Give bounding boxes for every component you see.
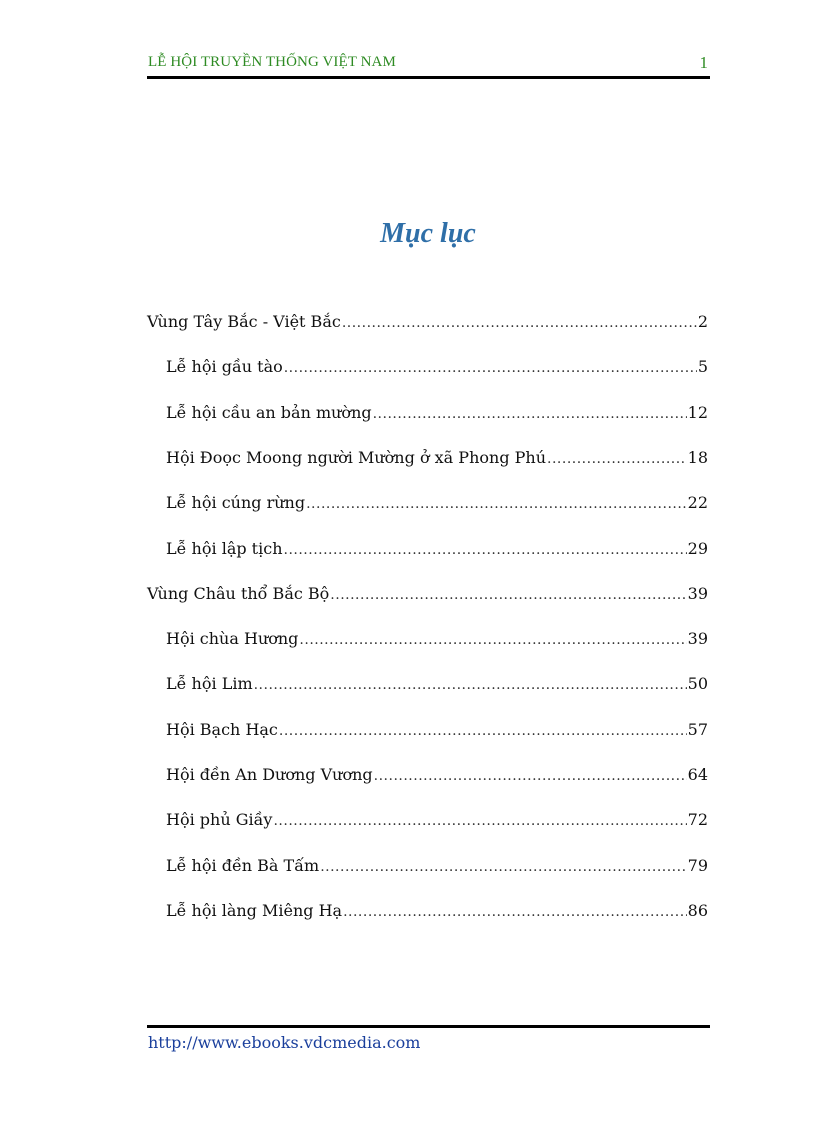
toc-entry[interactable] bbox=[166, 765, 708, 784]
toc-entry-label: Lễ hội cầu an bản mường bbox=[166, 402, 372, 422]
toc-entry-label: Vùng Tây Bắc - Việt Bắc bbox=[147, 312, 341, 331]
page-header bbox=[147, 52, 710, 79]
toc-entry-label: Lễ hội cúng rừng bbox=[166, 493, 306, 513]
toc-entry-page: 86 bbox=[687, 900, 708, 920]
toc-entry-page: 39 bbox=[687, 583, 708, 603]
toc-entry-label: Hội chùa Hương bbox=[166, 629, 299, 649]
toc-entry[interactable] bbox=[166, 901, 708, 920]
toc-dot-leader bbox=[279, 723, 687, 739]
toc-dot-leader bbox=[547, 451, 687, 467]
toc-dot-leader bbox=[374, 768, 687, 784]
toc-entry[interactable] bbox=[166, 629, 708, 648]
footer-divider bbox=[147, 1025, 710, 1028]
toc-entry-page: 39 bbox=[687, 629, 708, 649]
toc-entry-label: Hội đền An Dương Vương bbox=[166, 765, 373, 784]
header-title: LỄ HỘI TRUYỀN THỐNG VIỆT NAM bbox=[148, 54, 396, 70]
toc-entry[interactable] bbox=[166, 720, 708, 739]
toc-entry-label: Hội Đoọc Moong người Mường ở xã Phong Phú bbox=[166, 447, 547, 467]
toc-entry-page: 50 bbox=[687, 674, 708, 694]
toc-dot-leader bbox=[284, 542, 687, 558]
toc-dot-leader bbox=[320, 859, 686, 875]
toc-entry-label: Lễ hội lập tịch bbox=[166, 538, 283, 558]
toc-entry[interactable] bbox=[166, 493, 708, 512]
toc-dot-leader bbox=[343, 904, 687, 920]
toc-entry[interactable] bbox=[166, 674, 708, 693]
toc-entry-label: Lễ hội làng Miêng Hạ bbox=[166, 900, 343, 920]
toc-entry-label: Vùng Châu thổ Bắc Bộ bbox=[147, 583, 330, 603]
toc-entry-page: 57 bbox=[687, 719, 708, 739]
toc-entry-page: 79 bbox=[687, 855, 708, 875]
toc-entry-page: 12 bbox=[687, 402, 708, 422]
toc-entry-page: 5 bbox=[697, 357, 708, 377]
toc-entry[interactable] bbox=[166, 539, 708, 558]
toc-entry[interactable] bbox=[166, 810, 708, 829]
toc-dot-leader bbox=[342, 315, 697, 331]
toc-entry[interactable] bbox=[166, 403, 708, 422]
toc-title: Mục lục bbox=[380, 218, 476, 249]
toc-dot-leader bbox=[273, 813, 686, 829]
toc-entry-label: Hội Bạch Hạc bbox=[166, 719, 278, 739]
toc-entry-page: 72 bbox=[687, 810, 708, 830]
toc-entry[interactable] bbox=[166, 856, 708, 875]
toc-entry-page: 64 bbox=[687, 765, 708, 784]
toc-dot-leader bbox=[306, 496, 687, 512]
toc-entry[interactable] bbox=[147, 584, 708, 603]
toc-dot-leader bbox=[284, 360, 697, 376]
toc-dot-leader bbox=[373, 406, 687, 422]
toc-entry-page: 29 bbox=[687, 538, 708, 558]
toc-dot-leader bbox=[299, 632, 686, 648]
toc-entry-page: 2 bbox=[697, 312, 708, 331]
toc-entry-label: Hội phủ Giầy bbox=[166, 810, 273, 830]
toc-dot-leader bbox=[254, 677, 687, 693]
footer-link[interactable]: http://www.ebooks.vdcmedia.com bbox=[148, 1033, 421, 1052]
toc-entry-label: Lễ hội gầu tào bbox=[166, 357, 283, 377]
toc-entry[interactable] bbox=[147, 312, 708, 331]
header-page-number: 1 bbox=[699, 53, 708, 72]
toc-entry-label: Lễ hội Lim bbox=[166, 674, 253, 694]
toc-entry-page: 18 bbox=[687, 447, 708, 467]
toc-entry[interactable] bbox=[166, 448, 708, 467]
toc-entry-page: 22 bbox=[687, 493, 708, 513]
toc-entry[interactable] bbox=[166, 357, 708, 376]
toc-entry-label: Lễ hội đền Bà Tấm bbox=[166, 855, 320, 875]
toc-dot-leader bbox=[330, 587, 686, 603]
